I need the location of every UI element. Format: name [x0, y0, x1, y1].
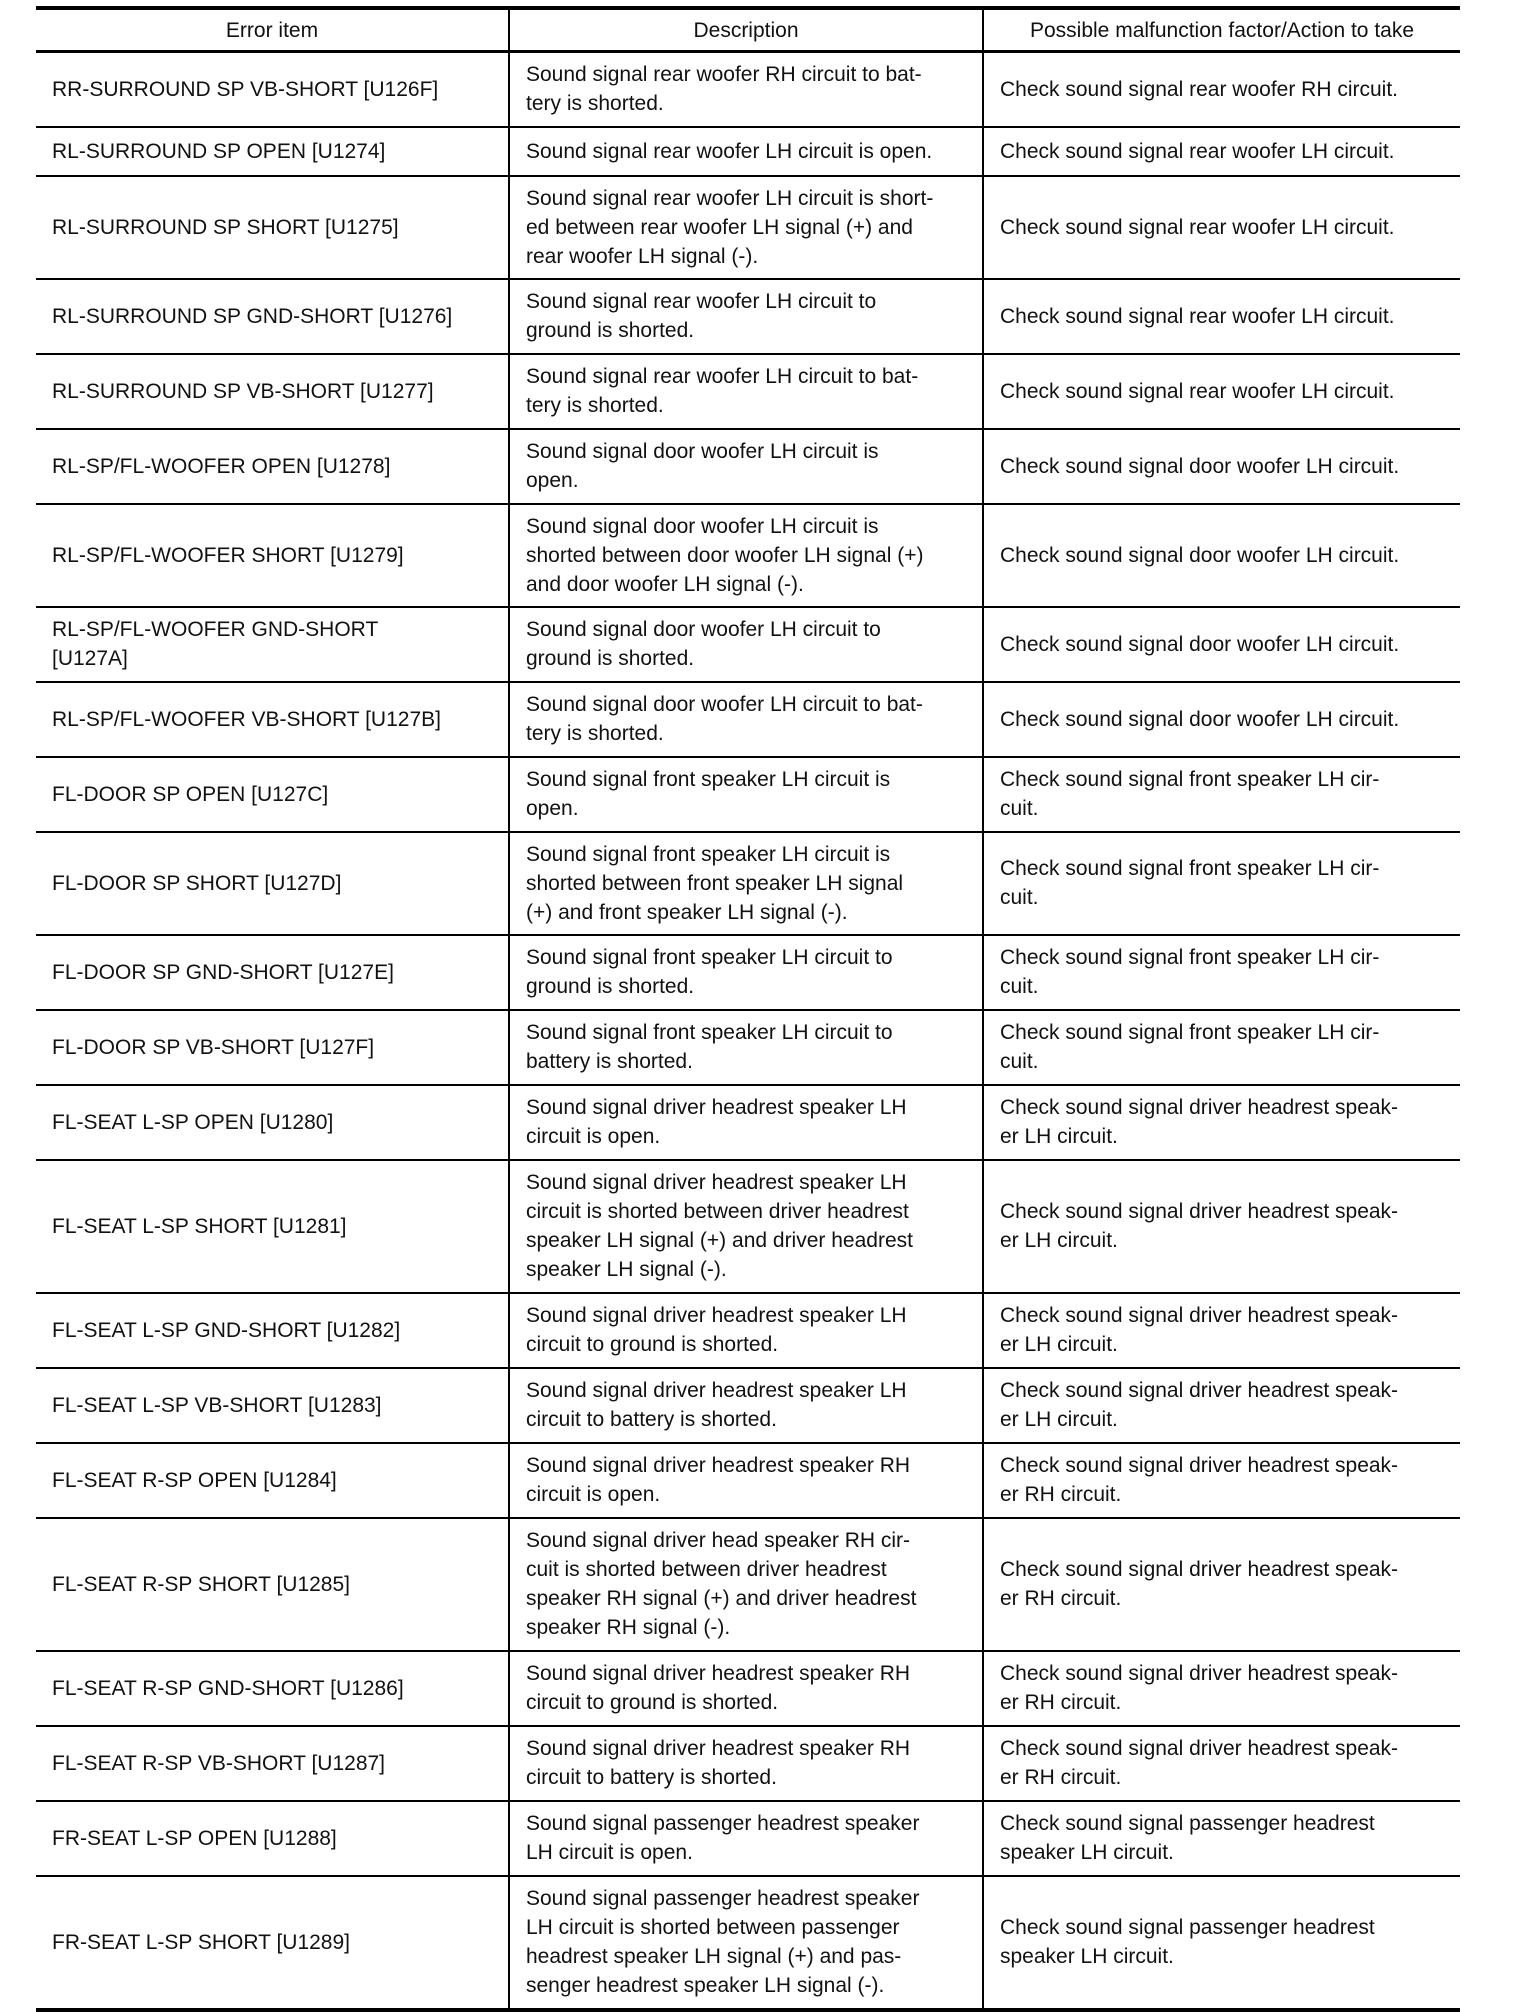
action-cell: Check sound signal driver headrest speak- er LH circuit. [983, 1368, 1460, 1443]
action-cell: Check sound signal driver headrest speak- er LH circuit. [983, 1293, 1460, 1368]
description-cell: Sound signal driver headrest speaker LH circuit to battery is shorted. [509, 1368, 983, 1443]
error-item-cell: FR-SEAT L-SP SHORT [U1289] [36, 1876, 509, 2010]
error-item-cell: FL-SEAT L-SP VB-SHORT [U1283] [36, 1368, 509, 1443]
table-row [36, 1726, 1460, 1801]
description-cell: Sound signal door woofer LH circuit to ground is shorted. [509, 607, 983, 682]
table-row [36, 1801, 1460, 1876]
table-row [36, 127, 1460, 176]
description-cell: Sound signal driver headrest speaker RH circuit is open. [509, 1443, 983, 1518]
action-cell: Check sound signal door woofer LH circuit. [983, 429, 1460, 504]
error-item-cell: RL-SURROUND SP SHORT [U1275] [36, 176, 509, 279]
table-row [36, 1518, 1460, 1651]
error-item-cell: RL-SURROUND SP OPEN [U1274] [36, 127, 509, 176]
error-item-cell: FL-SEAT L-SP GND-SHORT [U1282] [36, 1293, 509, 1368]
description-cell: Sound signal rear woofer RH circuit to bat- tery is shorted. [509, 52, 983, 128]
table-row [36, 832, 1460, 935]
description-cell: Sound signal rear woofer LH circuit to ground is shorted. [509, 279, 983, 354]
action-cell: Check sound signal front speaker LH cir- cuit. [983, 935, 1460, 1010]
error-item-cell: FR-SEAT L-SP OPEN [U1288] [36, 1801, 509, 1876]
description-cell: Sound signal front speaker LH circuit is open. [509, 757, 983, 832]
error-item-cell: FL-SEAT L-SP SHORT [U1281] [36, 1160, 509, 1293]
action-cell: Check sound signal driver headrest speak- er RH circuit. [983, 1726, 1460, 1801]
error-item-cell: FL-DOOR SP OPEN [U127C] [36, 757, 509, 832]
header-description: Description [509, 8, 983, 52]
action-cell: Check sound signal driver headrest speak- er RH circuit. [983, 1651, 1460, 1726]
description-cell: Sound signal front speaker LH circuit is shorted between front speaker LH signal (+) and front speaker LH signal (-). [509, 832, 983, 935]
description-cell: Sound signal driver headrest speaker LH circuit is open. [509, 1085, 983, 1160]
description-cell: Sound signal door woofer LH circuit is shorted between door woofer LH signal (+) and door woofer LH signal (-). [509, 504, 983, 607]
action-cell: Check sound signal driver headrest speak- er LH circuit. [983, 1085, 1460, 1160]
error-item-cell: FL-SEAT R-SP SHORT [U1285] [36, 1518, 509, 1651]
table-row [36, 935, 1460, 1010]
description-cell: Sound signal front speaker LH circuit to ground is shorted. [509, 935, 983, 1010]
table-row [36, 1010, 1460, 1085]
document-page [36, 6, 1460, 2012]
error-item-cell: RL-SURROUND SP GND-SHORT [U1276] [36, 279, 509, 354]
table-row [36, 1293, 1460, 1368]
description-cell: Sound signal driver headrest speaker RH circuit to ground is shorted. [509, 1651, 983, 1726]
action-cell: Check sound signal passenger headrest speaker LH circuit. [983, 1801, 1460, 1876]
action-cell: Check sound signal rear woofer LH circuit. [983, 176, 1460, 279]
table-row [36, 354, 1460, 429]
action-cell: Check sound signal door woofer LH circuit. [983, 607, 1460, 682]
description-cell: Sound signal rear woofer LH circuit is open. [509, 127, 983, 176]
table-row [36, 682, 1460, 757]
error-item-cell: RL-SP/FL-WOOFER VB-SHORT [U127B] [36, 682, 509, 757]
table-row [36, 607, 1460, 682]
description-cell: Sound signal passenger headrest speaker LH circuit is shorted between passenger headrest speaker LH signal (+) and pas- senger headrest speaker LH signal (-). [509, 1876, 983, 2010]
table-row [36, 1160, 1460, 1293]
error-item-cell: FL-DOOR SP VB-SHORT [U127F] [36, 1010, 509, 1085]
table-header-row [36, 8, 1460, 52]
description-cell: Sound signal passenger headrest speaker LH circuit is open. [509, 1801, 983, 1876]
action-cell: Check sound signal passenger headrest speaker LH circuit. [983, 1876, 1460, 2010]
action-cell: Check sound signal rear woofer LH circuit. [983, 279, 1460, 354]
table-row [36, 1443, 1460, 1518]
action-cell: Check sound signal rear woofer RH circuit. [983, 52, 1460, 128]
action-cell: Check sound signal driver headrest speak- er RH circuit. [983, 1518, 1460, 1651]
error-item-cell: RL-SP/FL-WOOFER OPEN [U1278] [36, 429, 509, 504]
action-cell: Check sound signal door woofer LH circuit. [983, 504, 1460, 607]
error-item-cell: FL-SEAT L-SP OPEN [U1280] [36, 1085, 509, 1160]
action-cell: Check sound signal rear woofer LH circuit. [983, 354, 1460, 429]
table-row [36, 757, 1460, 832]
error-item-cell: FL-SEAT R-SP OPEN [U1284] [36, 1443, 509, 1518]
error-item-cell: FL-SEAT R-SP GND-SHORT [U1286] [36, 1651, 509, 1726]
description-cell: Sound signal driver headrest speaker LH circuit is shorted between driver headrest speaker LH signal (+) and driver headrest speaker LH signal (-). [509, 1160, 983, 1293]
table-row [36, 176, 1460, 279]
action-cell: Check sound signal front speaker LH cir- cuit. [983, 757, 1460, 832]
description-cell: Sound signal driver headrest speaker LH circuit to ground is shorted. [509, 1293, 983, 1368]
error-item-cell: FL-DOOR SP SHORT [U127D] [36, 832, 509, 935]
description-cell: Sound signal rear woofer LH circuit is short- ed between rear woofer LH signal (+) and rear woofer LH signal (-). [509, 176, 983, 279]
error-item-cell: RL-SP/FL-WOOFER GND-SHORT [U127A] [36, 607, 509, 682]
table-row [36, 1085, 1460, 1160]
action-cell: Check sound signal driver headrest speak- er RH circuit. [983, 1443, 1460, 1518]
table-row [36, 504, 1460, 607]
table-row [36, 279, 1460, 354]
table-row [36, 1651, 1460, 1726]
action-cell: Check sound signal front speaker LH cir- cuit. [983, 1010, 1460, 1085]
description-cell: Sound signal driver headrest speaker RH circuit to battery is shorted. [509, 1726, 983, 1801]
header-action: Possible malfunction factor/Action to take [983, 8, 1460, 52]
description-cell: Sound signal rear woofer LH circuit to bat- tery is shorted. [509, 354, 983, 429]
table-body [36, 52, 1460, 2011]
description-cell: Sound signal front speaker LH circuit to battery is shorted. [509, 1010, 983, 1085]
description-cell: Sound signal door woofer LH circuit to bat- tery is shorted. [509, 682, 983, 757]
error-table [36, 6, 1460, 2012]
description-cell: Sound signal driver head speaker RH cir- cuit is shorted between driver headrest speaker RH signal (+) and driver headrest speaker RH signal (-). [509, 1518, 983, 1651]
description-cell: Sound signal door woofer LH circuit is open. [509, 429, 983, 504]
action-cell: Check sound signal door woofer LH circuit. [983, 682, 1460, 757]
table-row [36, 52, 1460, 128]
error-item-cell: RL-SP/FL-WOOFER SHORT [U1279] [36, 504, 509, 607]
action-cell: Check sound signal driver headrest speak- er LH circuit. [983, 1160, 1460, 1293]
error-item-cell: RR-SURROUND SP VB-SHORT [U126F] [36, 52, 509, 128]
error-item-cell: FL-DOOR SP GND-SHORT [U127E] [36, 935, 509, 1010]
error-item-cell: FL-SEAT R-SP VB-SHORT [U1287] [36, 1726, 509, 1801]
action-cell: Check sound signal front speaker LH cir- cuit. [983, 832, 1460, 935]
error-item-cell: RL-SURROUND SP VB-SHORT [U1277] [36, 354, 509, 429]
table-row [36, 1368, 1460, 1443]
action-cell: Check sound signal rear woofer LH circuit. [983, 127, 1460, 176]
table-row [36, 1876, 1460, 2010]
header-error-item: Error item [36, 8, 509, 52]
table-row [36, 429, 1460, 504]
